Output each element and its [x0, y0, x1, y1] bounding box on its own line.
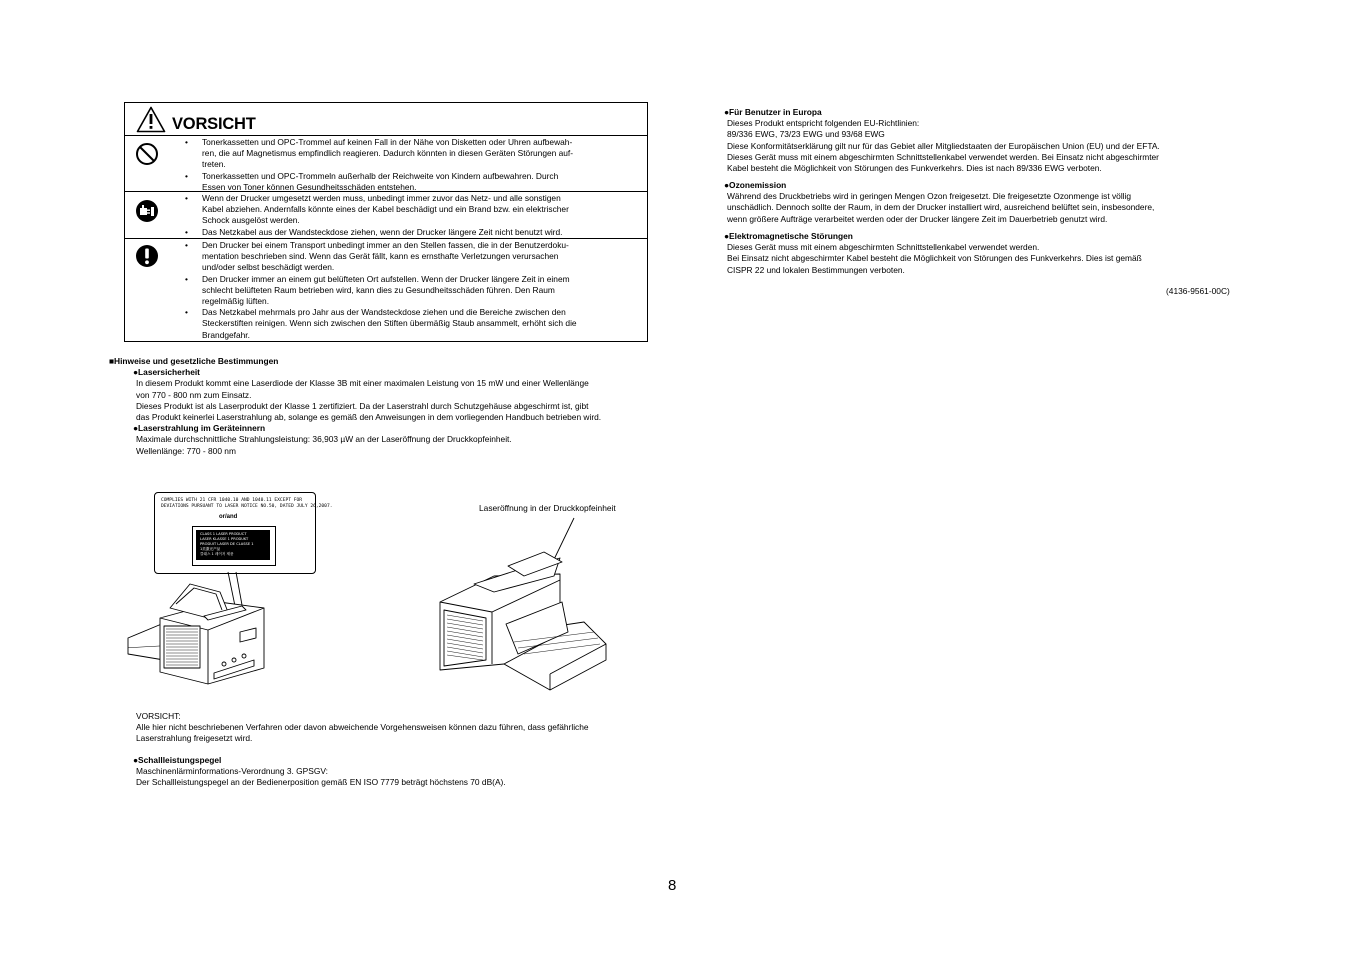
caution-section: VORSICHT: Alle hier nicht beschriebenen Verfahren oder davon abweichende Vorgehensweisen können dazu führen, dass gefährliche Laserstrahlung freigesetzt wird.: [136, 711, 696, 745]
list-item: • Den Drucker bei einem Transport unbedingt immer an den Stellen fassen, die in der Benutzerdoku- mentation beschrieben sind. Wenn das Gerät fällt, kann es ernsthafte Verletzungen verursachen und/oder selbst beschädigt werden.: [185, 240, 633, 274]
laser-radiation-heading: ●Laserstrahlung im Geräteinnern: [133, 423, 266, 434]
ozone-section: ●Ozonemission Während des Druckbetriebs wird in geringen Mengen Ozon freigesetzt. Die freigesetzte Ozonmenge ist völlig unschädlich. Dennoch sollte der Raum, in dem der Drucker installiert wird, ausreichend belüftet sein, insbesondere, wenn größere Aufträge verarbeitet werden oder der Drucker längere Zeit im Dauerbetrieb genutzt wird.: [724, 180, 1244, 225]
ozone-heading: ●Ozonemission: [724, 180, 787, 190]
legal-section: [109, 356, 709, 457]
prohibition-icon: [135, 142, 159, 166]
warning-list: [185, 193, 633, 238]
warning-title: VORSICHT: [172, 115, 256, 133]
laser-safety-text: In diesem Produkt kommt eine Laserdiode der Klasse 3B mit einer maximalen Leistung von 15 mW und einer Wellenlänge von 770 - 800 nm zum Einsatz. Dieses Produkt ist als Laserprodukt der Klasse 1 zertifiziert. Da der Laserstrahl durch Schutzgehäuse abgeschirmt ist, gibt das Produkt keinerlei Laserstrahlung ab, solange es gemäß den Anweisungen in dem vorliegenden Handbuch betrieben wird.: [136, 378, 602, 423]
unplug-icon: [135, 199, 159, 223]
warning-list: [185, 240, 633, 341]
warning-header: [125, 103, 647, 136]
printer-front-illustration: [434, 514, 614, 694]
europe-heading: ●Für Benutzer in Europa: [724, 107, 822, 117]
list-item: • Das Netzkabel aus der Wandsteckdose ziehen, wenn der Drucker längere Zeit nicht benutzt wird.: [185, 227, 633, 238]
warning-row-magnetism: [125, 136, 647, 192]
caution-title: VORSICHT:: [136, 711, 181, 721]
document-code: (4136-9561-00C): [1166, 286, 1230, 296]
exclamation-icon: [135, 244, 159, 268]
sound-heading: ●Schallleistungspegel: [133, 755, 222, 765]
aperture-label: Laseröffnung in der Druckkopfeinheit: [479, 503, 616, 513]
warning-triangle-icon: [136, 106, 166, 133]
laser-safety-heading: ●Lasersicherheit: [133, 367, 200, 378]
list-item: • Tonerkassetten und OPC-Trommeln außerhalb der Reichweite von Kindern aufbewahren. Durch Essen von Toner können Gesundheitsschäden entstehen.: [185, 171, 633, 193]
emc-heading: ●Elektromagnetische Störungen: [724, 231, 853, 241]
warning-box: [124, 102, 648, 342]
laser-radiation-text: Maximale durchschnittliche Strahlungsleistung: 36,903 µW an der Laseröffnung der Druckkopfeinheit. Wellenlänge: 770 - 800 nm: [136, 434, 512, 456]
laser-class-sticker: CLASS 1 LASER PRODUCT LASER KLASSE 1 PRODUKT PRODUIT LASER DE CLASSE 1 1类激光产品 클래스 1 레이저 제품: [192, 526, 276, 566]
list-item: • Wenn der Drucker umgesetzt werden muss, unbedingt immer zuvor das Netz- und alle sonstigen Kabel abziehen. Andernfalls könnte eines der Kabel beschädigt und ein Brand bzw. ein elektrischer Schock ausgelöst werden.: [185, 193, 633, 227]
laser-label-callout: COMPLIES WITH 21 CFR 1040.10 AND 1040.11 EXCEPT FOR DEVIATIONS PURSUANT TO LASER NOTICE NO.50, DATED JULY 26,2007. or/and CLASS 1 LASER PRODUCT LASER KLASSE 1 PRODUKT PRODUIT LASER DE CLASSE 1 1类激光产品 클래스 1 레이저 제품: [154, 492, 316, 574]
sound-section: ●Schallleistungspegel Maschinenlärminformations-Verordnung 3. GPSGV: Der Schallleistungspegel an der Bedienerposition gemäß EN ISO 7779 beträgt höchstens 70 dB(A).: [133, 755, 693, 789]
printer-rear-illustration: [124, 568, 274, 688]
list-item: • Tonerkassetten und OPC-Trommel auf keinen Fall in der Nähe von Disketten oder Uhren aufbewah- ren, die auf Magnetismus empfindlich reagieren. Dadurch könnten in diesen Geräten Störungen auf- treten.: [185, 137, 633, 171]
warning-row-unplug: [125, 192, 647, 239]
or-and-text: or/and: [219, 514, 238, 520]
europe-section: ●Für Benutzer in Europa Dieses Produkt entspricht folgenden EU-Richtlinien: 89/336 EWG, 73/23 EWG und 93/68 EWG Diese Konformitätserklärung gilt nur für das Gebiet aller Mitgliedstaaten der Europäischen Union (EU) und der EFTA. Dieses Gerät muss mit einem abgeschirmten Schnittstellenkabel verwendet werden. Bei Einsatz nicht abgeschirmter Kabel besteht die Möglichkeit von Störungen des Funkverkehrs. Dies ist nach 89/336 EWG verboten.: [724, 107, 1244, 174]
emc-section: ●Elektromagnetische Störungen Dieses Gerät muss mit einem abgeschirmten Schnittstellenkabel verwendet werden. Bei Einsatz nicht abgeschirmter Kabel besteht die Möglichkeit von Störungen des Funkverkehrs. Dies ist gemäß CISPR 22 und lokalen Bestimmungen verboten.: [724, 231, 1244, 276]
list-item: • Den Drucker immer an einem gut belüfteten Ort aufstellen. Wenn der Drucker längere Zeit in einem schlecht belüfteten Raum betrieben wird, kann dies zu Gesundheitsschäden führen. Den Raum regelmäßig lüften.: [185, 274, 633, 308]
page-number: 8: [668, 877, 677, 894]
section-heading: ■Hinweise und gesetzliche Bestimmungen: [109, 356, 279, 366]
list-item: • Das Netzkabel mehrmals pro Jahr aus der Wandsteckdose ziehen und die Bereiche zwischen den Steckerstiften reinigen. Wenn sich zwischen den Stiften übermäßig Staub ansammelt, erhöht sich die Brandgefahr.: [185, 307, 633, 341]
warning-row-transport: [125, 239, 647, 341]
warning-list: [185, 137, 633, 193]
